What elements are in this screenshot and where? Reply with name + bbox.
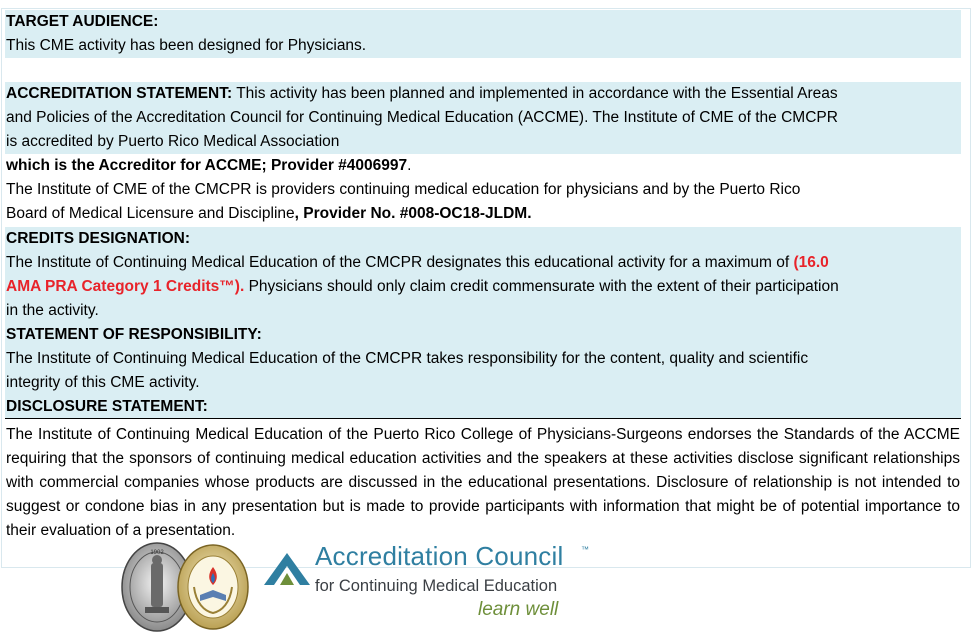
accreditation-line-1	[6, 82, 960, 106]
institute-seal-icon	[176, 543, 250, 631]
disclosure-heading: DISCLOSURE STATEMENT:	[6, 398, 208, 415]
accreditation-line-1-text: This activity has been planned and implemented in accordance with the Essential Areas	[236, 85, 838, 102]
credits-line-2-text: Physicians should only claim credit commensurate with the extent of their participation	[244, 278, 839, 295]
accreditation-line-5: The Institute of CME of the CMCPR is providers continuing medical education for physicians and by the Puerto Rico	[6, 181, 801, 198]
accreditor-provider: which is the Accreditor for ACCME; Provider #4006997	[6, 157, 408, 174]
target-audience-text: This CME activity has been designed for Physicians.	[6, 37, 367, 54]
licensure-provider: , Provider No. #008-OC18-JLDM.	[294, 205, 532, 222]
credits-heading: CREDITS DESIGNATION:	[6, 230, 190, 247]
accme-tent-icon	[262, 551, 312, 587]
accreditation-line-6	[6, 202, 960, 226]
responsibility-line-2: integrity of this CME activity.	[6, 374, 200, 391]
accreditation-line-6-text: Board of Medical Licensure and Discipline	[6, 205, 295, 222]
accme-subtitle: for Continuing Medical Education	[315, 577, 558, 595]
accme-tagline: learn well	[478, 599, 559, 620]
target-audience-heading: TARGET AUDIENCE:	[6, 13, 159, 30]
accreditation-line-4	[6, 154, 960, 178]
accreditation-heading: ACCREDITATION STATEMENT:	[6, 85, 233, 102]
responsibility-line-1: The Institute of Continuing Medical Education of the CMCPR takes responsibility for the content, quality and scientific	[6, 350, 809, 367]
accreditation-line-2: and Policies of the Accreditation Council for Continuing Medical Education (ACCME). The Institute of CME of the CMCPR	[6, 109, 838, 126]
accreditation-line-3: is accredited by Puerto Rico Medical Association	[6, 133, 340, 150]
accme-trademark: ™	[581, 545, 589, 554]
credits-line-1-text: The Institute of Continuing Medical Education of the CMCPR designates this educational activity for a maximum of	[6, 254, 794, 271]
responsibility-heading: STATEMENT OF RESPONSIBILITY:	[6, 326, 262, 343]
credits-amount: AMA PRA Category 1 Credits™).	[6, 278, 245, 295]
logos-row	[120, 541, 600, 641]
credits-line-2	[6, 275, 960, 299]
credits-line-3: in the activity.	[6, 302, 99, 319]
credits-line-1	[6, 251, 960, 275]
disclosure-divider	[5, 418, 961, 419]
accreditation-line-4-end: .	[407, 157, 412, 174]
seal-year: 1902	[150, 550, 164, 556]
accme-name: Accreditation Council	[315, 541, 564, 571]
disclosure-text: The Institute of Continuing Medical Education of the Puerto Rico College of Physicians-Surgeons endorses the Standards of the ACCME requiring that the sponsors of continuing medical education activities and the speakers at these activities disclose significant relationships with commercial companies whose products are discussed in the educational presentations. Disclosure of relationship is not intended to suggest or condone bias in any presentation but is made to provide participants with information that might be of potential importance to their evaluation of a presentation.	[6, 426, 960, 539]
credits-amount-start: (16.0	[793, 254, 829, 271]
